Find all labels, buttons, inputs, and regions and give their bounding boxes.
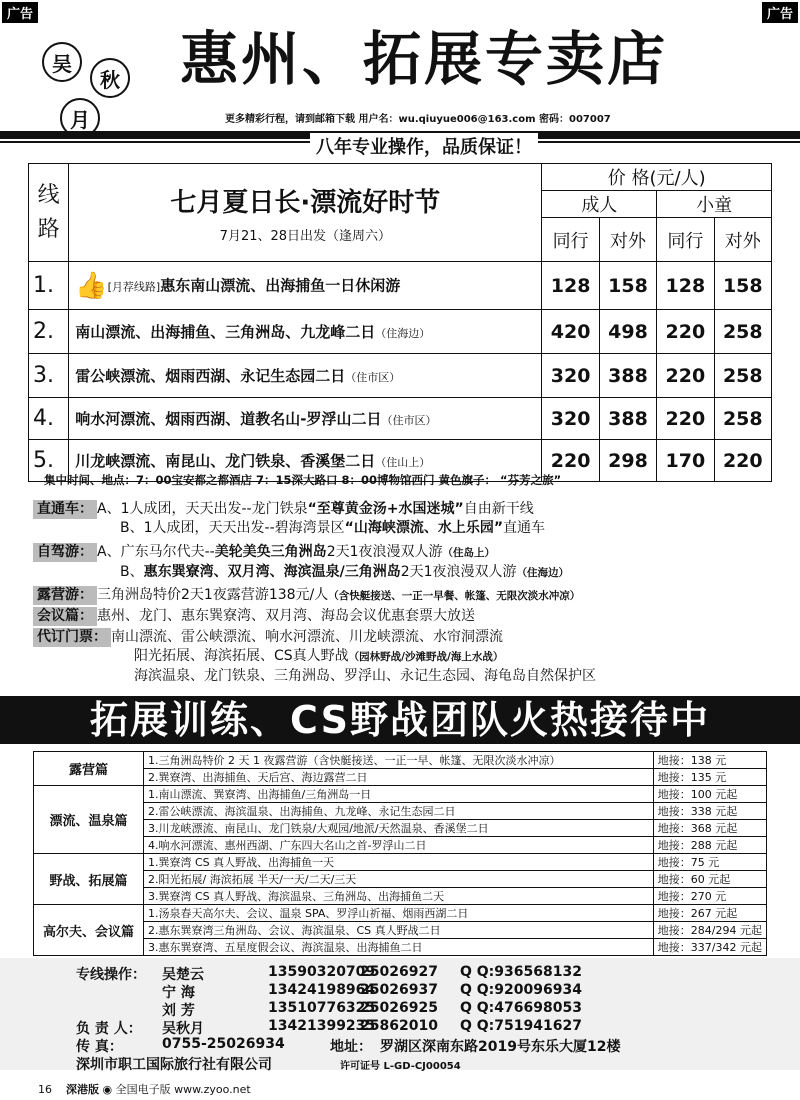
- route-row: [29, 310, 772, 354]
- manager-contact-field: 25862010: [360, 1018, 438, 1034]
- route-note: （住山上）: [375, 456, 431, 469]
- price-cell: 220: [542, 440, 599, 482]
- through-bus-section: [33, 500, 545, 538]
- tour-row: [34, 837, 767, 854]
- tour-price: 地接：60 元起: [653, 871, 766, 888]
- tour-price: 地接：267 元起: [653, 905, 766, 922]
- tour-table: [33, 751, 767, 956]
- route-number: 1.: [29, 262, 69, 310]
- tour-price: 地接：284/294 元起: [653, 922, 766, 939]
- text: B、1人成团，天天出发--碧海湾景区: [120, 520, 345, 536]
- ad-label-left: 广告: [2, 2, 38, 23]
- tour-item: 3.川龙峡漂流、南昆山、龙门铁泉/大观园/地派/天然温泉、香溪堡二日: [144, 820, 654, 837]
- tour-row: [34, 752, 767, 769]
- peer-price-header: 同行: [542, 218, 599, 262]
- meeting-section: [33, 607, 475, 626]
- price-cell: 128: [542, 262, 599, 310]
- section-tag: 代订门票：: [33, 628, 111, 647]
- operator-contact-field: Q Q:936568132: [460, 964, 582, 980]
- route-number: 4.: [29, 398, 69, 440]
- tour-row: [34, 871, 767, 888]
- section-tag: 直通车：: [33, 500, 97, 519]
- tour-price: 地接：75 元: [653, 854, 766, 871]
- slogan: 八年专业操作，品质保证！: [310, 133, 538, 159]
- price-cell: 220: [657, 354, 714, 398]
- manager-contact-field: 吴秋月: [162, 1021, 204, 1037]
- tour-item: 1.巽寮湾 CS 真人野战、出海捕鱼一天: [144, 854, 654, 871]
- tour-row: [34, 854, 767, 871]
- adult-header: 成人: [542, 191, 657, 218]
- text: 美轮美奂三角洲岛: [214, 544, 327, 560]
- ad-label-right: 广告: [762, 2, 798, 23]
- tour-item: 3.巽寮湾 CS 真人野战、海滨温泉、三角洲岛、出海捕鱼二天: [144, 888, 654, 905]
- logo-icon: ◉: [102, 1083, 113, 1096]
- manager-contact-field: Q Q:751941627: [460, 1018, 582, 1034]
- price-cell: 258: [714, 310, 771, 354]
- address: 罗湖区深南东路2019号东乐大厦12楼: [380, 1039, 621, 1055]
- price-header: 价 格(元/人): [542, 164, 772, 191]
- camping-section: [33, 586, 580, 606]
- operator-contact-field: 刘 芳: [162, 1003, 195, 1019]
- operator-contact-field: 13590320709: [268, 964, 376, 980]
- tour-price: 地接：338 元起: [653, 803, 766, 820]
- operator-contact-field: Q Q:920096934: [460, 982, 582, 998]
- gathering-info: 集中时间、地点：7：00宝安都之都酒店 7：15深大路口 8：00博物馆西门 黄色旗子： “芬芳之旅”: [44, 473, 562, 487]
- shop-title: 惠州、拓展专卖店: [180, 25, 669, 93]
- public-price-header: 对外: [599, 218, 656, 262]
- route-note: （住市区）: [381, 414, 437, 427]
- tour-item: 2.惠东巽寮湾三角洲岛、会议、海滨温泉、CS 真人野战二日: [144, 922, 654, 939]
- operator-contact-field: Q Q:476698053: [460, 1000, 582, 1016]
- route-tag: [月荐线路]: [107, 280, 161, 293]
- edition-label: 深港版: [66, 1083, 99, 1096]
- route-name: 雷公峡漂流、烟雨西湖、永记生态园二日: [75, 367, 346, 385]
- price-cell: 170: [657, 440, 714, 482]
- route-name-cell: [69, 354, 542, 398]
- route-note: （住市区）: [345, 371, 401, 384]
- text: “至尊黄金汤+水国迷城”: [307, 501, 464, 517]
- contact-block: [0, 958, 800, 1073]
- tour-category: 野战、拓展篇: [34, 854, 144, 905]
- headline-cell: [69, 164, 542, 262]
- route-row: [29, 262, 772, 310]
- operator-label: 专线操作：: [76, 967, 146, 983]
- price-cell: 220: [657, 398, 714, 440]
- operator-contact-field: 吴楚云: [162, 967, 204, 983]
- tour-item: 3.惠东巽寮湾、五星度假会议、海滨温泉、出海捕鱼二日: [144, 939, 654, 956]
- tour-item: 1.汤泉春天高尔夫、会议、温泉 SPA、罗浮山祈福、烟雨西湖二日: [144, 905, 654, 922]
- text: 直通车: [503, 520, 546, 536]
- manager-label: 负 责 人：: [76, 1021, 142, 1037]
- text: 2天1夜浪漫双人游: [326, 544, 443, 560]
- price-cell: 158: [599, 262, 656, 310]
- price-cell: 220: [714, 440, 771, 482]
- route-name: 川龙峡漂流、南昆山、龙门铁泉、香溪堡二日: [75, 452, 376, 470]
- price-cell: 298: [599, 440, 656, 482]
- price-cell: 388: [599, 354, 656, 398]
- price-cell: 498: [599, 310, 656, 354]
- manager-contact-field: 13421399235: [268, 1018, 376, 1034]
- tour-row: [34, 820, 767, 837]
- tour-row: [34, 905, 767, 922]
- seal-character: 月: [60, 98, 100, 138]
- page-footer: [38, 1081, 251, 1097]
- route-name: 惠东南山漂流、出海捕鱼一日休闲游: [160, 276, 401, 294]
- tour-item: 2.巽寮湾、出海捕鱼、天后宫、海边露营二日: [144, 769, 654, 786]
- price-cell: 320: [542, 398, 599, 440]
- route-name: 南山漂流、出海捕鱼、三角洲岛、九龙峰二日: [75, 323, 376, 341]
- departure-dates: 7月21、28日出发（逢周六）: [219, 228, 392, 244]
- text: “山海峡漂流、水上乐园”: [344, 520, 504, 536]
- tour-price: 地接：368 元起: [653, 820, 766, 837]
- text: 2天1夜浪漫双人游: [400, 564, 517, 580]
- tour-row: [34, 922, 767, 939]
- price-cell: 320: [542, 354, 599, 398]
- operator-contact-field: 13424198964: [268, 982, 376, 998]
- line-column-header: 线 路: [29, 164, 69, 262]
- tour-row: [34, 888, 767, 905]
- text: （住岛上）: [442, 547, 496, 559]
- license-number: 许可证号 L-GD-CJ00054: [340, 1061, 461, 1072]
- peer-price-header: 同行: [657, 218, 714, 262]
- tour-row: [34, 769, 767, 786]
- tour-category: 露营篇: [34, 752, 144, 786]
- operator-contact-field: 宁 海: [162, 985, 195, 1001]
- email-info: 更多精彩行程，请到邮箱下载 用户名：wu.qiuyue006@163.com 密码：007007: [225, 114, 611, 125]
- banner: 拓展训练、CS野战团队火热接待中: [0, 696, 800, 744]
- tour-item: 4.响水河漂流、惠州西湖、广东四大名山之首-罗浮山二日: [144, 837, 654, 854]
- tour-item: 1.南山漂流、巽寮湾、出海捕鱼/三角洲岛一日: [144, 786, 654, 803]
- website: 全国电子版 www.zyoo.net: [115, 1083, 251, 1096]
- tour-price: 地接：100 元起: [653, 786, 766, 803]
- operator-contact-field: 25026927: [360, 964, 438, 980]
- route-name-cell: [69, 310, 542, 354]
- tour-price: 地接：135 元: [653, 769, 766, 786]
- price-cell: 388: [599, 398, 656, 440]
- tour-item: 1.三角洲岛特价 2 天 1 夜露营游（含快艇接送、一正一早、帐篷、无限次淡水冲凉）: [144, 752, 654, 769]
- company-name: 深圳市职工国际旅行社有限公司: [76, 1057, 272, 1073]
- route-row: [29, 354, 772, 398]
- operator-contact-field: 13510776325: [268, 1000, 376, 1016]
- text: （园林野战/沙滩野战/海上水战）: [348, 651, 504, 663]
- address-label: 地址：: [330, 1039, 372, 1055]
- tour-row: [34, 786, 767, 803]
- text: （含快艇接送、一正一早餐、帐篷、无限次淡水冲凉）: [328, 590, 581, 602]
- route-number: 3.: [29, 354, 69, 398]
- price-cell: 128: [657, 262, 714, 310]
- tour-price: 地接：337/342 元起: [653, 939, 766, 956]
- text: 南山漂流、雷公峡漂流、响水河漂流、川龙峡漂流、水帘洞漂流: [111, 629, 503, 645]
- text: B、: [120, 564, 144, 580]
- price-cell: 220: [657, 310, 714, 354]
- text: A、广东马尔代夫--: [97, 544, 215, 560]
- tour-price: 地接：288 元起: [653, 837, 766, 854]
- tour-row: [34, 803, 767, 820]
- child-header: 小童: [657, 191, 772, 218]
- text: A、1人成团，天天出发--龙门铁泉: [97, 501, 308, 517]
- thumbs-up-icon: 👍: [75, 270, 108, 301]
- section-tag: 露营游：: [33, 586, 97, 605]
- text: 惠东巽寮湾、双月湾、海滨温泉/三角洲岛: [143, 564, 401, 580]
- route-number: 2.: [29, 310, 69, 354]
- text: （住海边）: [516, 567, 570, 579]
- price-table: [28, 163, 772, 482]
- fax-label: 传 真：: [76, 1039, 123, 1055]
- price-cell: 258: [714, 398, 771, 440]
- tour-item: 2.雷公峡漂流、海滨温泉、出海捕鱼、九龙峰、永记生态园二日: [144, 803, 654, 820]
- text: 海滨温泉、龙门铁泉、三角洲岛、罗浮山、永记生态园、海龟岛自然保护区: [134, 668, 596, 684]
- tour-category: 高尔夫、会议篇: [34, 905, 144, 956]
- price-cell: 258: [714, 354, 771, 398]
- text: 惠州、龙门、惠东巽寮湾、双月湾、海岛会议优惠套票大放送: [97, 608, 475, 624]
- route-number: 5.: [29, 440, 69, 482]
- price-cell: 158: [714, 262, 771, 310]
- operator-contact-field: 25026925: [360, 1000, 438, 1016]
- tour-item: 2.阳光拓展/ 海滨拓展 半天/一天/二天/三天: [144, 871, 654, 888]
- tour-price: 地接：138 元: [653, 752, 766, 769]
- section-tag: 自驾游：: [33, 543, 97, 562]
- text: 自由新干线: [463, 501, 534, 517]
- page-number: 16: [38, 1083, 52, 1096]
- public-price-header: 对外: [714, 218, 771, 262]
- tour-price: 地接：270 元: [653, 888, 766, 905]
- route-row: [29, 398, 772, 440]
- route-note: （住海边）: [375, 327, 431, 340]
- text: 阳光拓展、海滨拓展、CS真人野战: [134, 648, 349, 664]
- route-name: 响水河漂流、烟雨西湖、道教名山-罗浮山二日: [75, 410, 382, 428]
- operator-contact-field: 25026937: [360, 982, 438, 998]
- tour-category: 漂流、温泉篇: [34, 786, 144, 854]
- seal-character: 秋: [90, 58, 130, 98]
- headline: 七月夏日长·漂流好时节: [170, 187, 441, 218]
- text: 三角洲岛特价2天1夜露营游138元/人: [97, 587, 329, 603]
- ticket-section: [33, 628, 596, 686]
- route-name-cell: [69, 398, 542, 440]
- fax-number: 0755-25026934: [162, 1036, 285, 1052]
- route-name-cell: [69, 262, 542, 310]
- seal-character: 吴: [42, 42, 82, 82]
- tour-row: [34, 939, 767, 956]
- price-cell: 420: [542, 310, 599, 354]
- self-drive-section: [33, 543, 569, 583]
- section-tag: 会议篇：: [33, 607, 97, 626]
